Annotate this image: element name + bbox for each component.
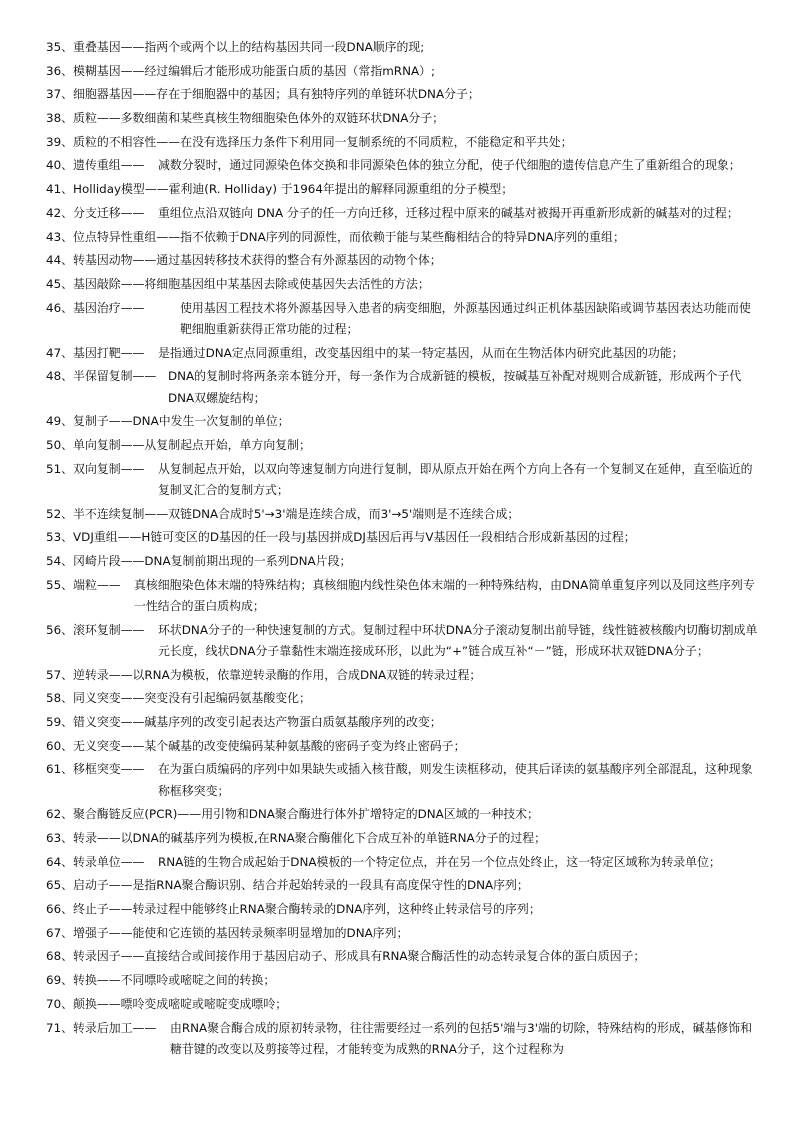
entry-number: 58	[46, 691, 62, 706]
entry-number: 67	[46, 925, 62, 940]
entry-separator: ——	[156, 134, 181, 149]
entry-term: 细胞器基因	[73, 87, 133, 102]
entry-term: 同义突变	[73, 691, 121, 706]
entry-term: 滚环复制	[73, 622, 121, 637]
entry-number: 54	[46, 553, 62, 568]
entry-number: 56	[46, 622, 62, 637]
entry-number: 68	[46, 949, 62, 964]
entry-definition: 碱基序列的改变引起表达产物蛋白质氨基酸序列的改变；	[144, 714, 442, 729]
entry-definition: 直接结合或间接作用于基因启动子、形成具有RNA聚合酶活性的动态转录复合体的蛋白质因子；	[144, 949, 646, 964]
entry-definition: 存在于细胞器中的基因；具有独特序列的单链环状DNA分子；	[156, 87, 480, 102]
entry-term: 终止子	[73, 902, 109, 917]
entry-number: 53	[46, 530, 62, 545]
entry-definition: 重组位点沿双链向 DNA 分子的任一方向迁移，迁移过程中原来的碱基对被揭开再重新形成新的碱基对的过程；	[158, 205, 739, 220]
glossary-entry: 38、质粒——多数细菌和某些真核生物细胞染色体外的双链环状DNA分子；	[46, 111, 445, 126]
glossary-entry: 68、转录因子——直接结合或间接作用于基因启动子、形成具有RNA聚合酶活性的动态转录复合体的蛋白质因子；	[46, 949, 646, 964]
entry-definition: 是指通过DNA定点同源重组，改变基因组中的某一特定基因，从而在生物活体内研究此基因的功能；	[158, 345, 684, 360]
entry-definition: 多数细菌和某些真核生物细胞染色体外的双链环状DNA分子；	[120, 111, 445, 126]
entry-separator: ——	[120, 437, 145, 452]
entry-separator: ——	[120, 714, 145, 729]
glossary-entry: 50、单向复制——从复制起点开始，单方向复制；	[46, 437, 311, 452]
entry-separator: ——	[144, 182, 169, 197]
glossary-entry: 42、分支迁移—— 重组位点沿双链向 DNA 分子的任一方向迁移，迁移过程中原来的碱基对被揭开再重新形成新的碱基对的过程；	[46, 205, 739, 220]
entry-separator: ——	[132, 87, 157, 102]
entry-separator: ——	[108, 414, 133, 429]
entry-definition: 是指RNA聚合酶识别、结合并起始转录的一段具有高度保守性的DNA序列；	[132, 878, 529, 893]
entry-definition: 在为蛋白质编码的序列中如果缺失或插入核苷酸，则发生读框移动，使其后译读的氨基酸序列全部混乱，这种现象称框移突变；	[158, 762, 753, 798]
entry-definition: 指两个或两个以上的结构基因共同一段DNA顺序的现;	[144, 40, 425, 54]
entry-separator: ——	[132, 253, 157, 268]
entry-definition: 在没有选择压力条件下利用同一复制系统的不同质粒，不能稳定和平共处；	[180, 134, 573, 149]
entry-number: 62	[46, 807, 62, 822]
entry-number: 52	[46, 506, 62, 521]
entry-separator: ——	[120, 158, 145, 173]
glossary-entry: 65、启动子——是指RNA聚合酶识别、结合并起始转录的一段具有高度保守性的DNA序列；	[46, 878, 529, 893]
entry-term: 基因治疗	[73, 300, 121, 315]
entry-number: 69	[46, 973, 62, 988]
entry-separator: ——	[96, 111, 121, 126]
entry-term: 半不连续复制	[73, 506, 145, 521]
entry-term: 转录因子	[73, 949, 121, 964]
entry-separator: ——	[120, 276, 145, 291]
glossary-entry: 37、细胞器基因——存在于细胞器中的基因；具有独特序列的单链环状DNA分子；	[46, 87, 480, 102]
entry-number: 49	[46, 414, 62, 429]
entry-definition: 霍利迪(R. Holliday) 于1964年提出的解释同源重组的分子模型；	[168, 182, 514, 197]
entry-separator: ——	[120, 738, 145, 753]
glossary-entry: 60、无义突变——某个碱基的改变使编码某种氨基酸的密码子变为终止密码子；	[46, 738, 466, 753]
glossary-entry: 62、聚合酶链反应(PCR)——用引物和DNA聚合酶进行体外扩增特定的DNA区域的一种技术；	[46, 807, 539, 822]
entry-number: 42	[46, 205, 62, 220]
entry-number: 57	[46, 667, 62, 682]
glossary-entry: 69、转换——不同嘌呤或嘧啶之间的转换；	[46, 973, 276, 988]
entry-number: 70	[46, 996, 62, 1011]
entry-number: 39	[46, 134, 62, 149]
entry-number: 35	[46, 40, 62, 54]
entry-term: 移框突变	[73, 762, 121, 777]
entry-definition: 将细胞基因组中某基因去除或使基因失去活性的方法；	[144, 276, 430, 291]
entry-term: 聚合酶链反应(PCR)	[73, 807, 178, 822]
glossary-entry: 64、转录单位—— RNA链的生物合成起始于DNA模板的一个特定位点，并在另一个位点处终止，这一特定区域称为转录单位；	[46, 854, 721, 869]
entry-number: 37	[46, 87, 62, 102]
glossary-entry: 48、半保留复制—— DNA的复制时将两条亲本链分开，每一条作为合成新链的模板，按碱基互补配对规则合成新链，形成两个子代DNA双螺旋结构；	[46, 369, 742, 405]
entry-term: 错义突变	[73, 714, 121, 729]
entry-number: 65	[46, 878, 62, 893]
entry-separator: ——	[120, 854, 145, 869]
glossary-entry: 59、错义突变——碱基序列的改变引起表达产物蛋白质氨基酸序列的改变；	[46, 714, 442, 729]
entry-number: 71	[46, 1020, 62, 1035]
entry-definition: H链可变区的D基因的任一段与J基因拼成DJ基因后再与V基因任一段相结合形成新基因的过程；	[141, 530, 636, 545]
glossary-entry: 70、颠换——嘌呤变成嘧啶或嘧啶变成嘌呤；	[46, 996, 288, 1011]
entry-definition: 以DNA的碱基序列为模板,在RNA聚合酶催化下合成互补的单链RNA分子的过程；	[120, 831, 547, 846]
entry-term: 复制子	[73, 414, 109, 429]
entry-number: 48	[46, 369, 62, 384]
entry-term: 转录后加工	[73, 1020, 133, 1035]
entry-term: 逆转录	[73, 667, 109, 682]
entry-term: 启动子	[73, 878, 109, 893]
entry-term: 分支迁移	[73, 205, 121, 220]
entry-separator: ——	[120, 691, 145, 706]
entry-number: 64	[46, 854, 62, 869]
glossary-entry: 36、模糊基因——经过编辑后才能形成功能蛋白质的基因（常指mRNA）;	[46, 63, 435, 78]
entry-definition: 突变没有引起编码氨基酸变化；	[144, 691, 311, 706]
entry-separator: ——	[120, 345, 145, 360]
entry-term: 基因敲除	[73, 276, 121, 291]
glossary-entry: 58、同义突变——突变没有引起编码氨基酸变化；	[46, 691, 311, 706]
entry-number: 43	[46, 229, 62, 244]
entry-number: 55	[46, 577, 62, 592]
entry-term: 转录	[73, 831, 97, 846]
glossary-entry: 39、质粒的不相容性——在没有选择压力条件下利用同一复制系统的不同质粒，不能稳定和平共处；	[46, 134, 573, 149]
glossary-entry: 54、冈崎片段——DNA复制前期出现的一系列DNA片段；	[46, 553, 352, 568]
entry-number: 36	[46, 63, 62, 78]
glossary-entry: 40、遗传重组—— 减数分裂时，通过同源染色体交换和非同源染色体的独立分配，使子代细胞的遗传信息产生了重新组合的现象；	[46, 158, 741, 173]
entry-definition: 真核细胞染色体末端的特殊结构；真核细胞内线性染色体末端的一种特殊结构，由DNA简单重复序列以及同这些序列专一性结合的蛋白质构成；	[134, 577, 755, 613]
entry-definition: 指不依赖于DNA序列的同源性，而依赖于能与某些酶相结合的特异DNA序列的重组；	[180, 229, 625, 244]
entry-number: 51	[46, 461, 62, 476]
entry-number: 59	[46, 714, 62, 729]
entry-definition: 经过编辑后才能形成功能蛋白质的基因（常指mRNA）;	[144, 63, 435, 78]
entry-definition: 某个碱基的改变使编码某种氨基酸的密码子变为终止密码子；	[144, 738, 466, 753]
entry-separator: ——	[108, 902, 133, 917]
entry-term: 位点特异性重组	[73, 229, 157, 244]
entry-definition: 转录过程中能够终止RNA聚合酶转录的DNA序列，这种终止转录信号的序列；	[132, 902, 541, 917]
glossary-entry: 43、位点特异性重组——指不依赖于DNA序列的同源性，而依赖于能与某些酶相结合的特异DNA序列的重组；	[46, 229, 625, 244]
entry-number: 44	[46, 253, 62, 268]
entry-separator: ——	[96, 973, 121, 988]
entry-separator: ——	[96, 831, 121, 846]
entry-number: 38	[46, 111, 62, 126]
entry-number: 41	[46, 182, 62, 197]
glossary-entry: 51、双向复制—— 从复制起点开始，以双向等速复制方向进行复制，即从原点开始在两个方向上各有一个复制叉在延伸，直至临近的复制叉汇合的复制方式；	[46, 461, 753, 497]
entry-separator: ——	[108, 925, 133, 940]
entry-number: 66	[46, 902, 62, 917]
glossary-entry: 46、基因治疗—— 使用基因工程技术将外源基因导入患者的病变细胞，外源基因通过纠正机体基因缺陷或调节基因表达功能而使靶细胞重新获得正常功能的过程；	[46, 300, 751, 336]
entry-term: 增强子	[73, 925, 109, 940]
entry-definition: 能使和它连锁的基因转录频率明显增加的DNA序列；	[132, 925, 409, 940]
entry-term: 半保留复制	[73, 369, 133, 384]
entry-term: Holliday模型	[73, 182, 145, 197]
entry-number: 45	[46, 276, 62, 291]
glossary-entry: 67、增强子——能使和它连锁的基因转录频率明显增加的DNA序列；	[46, 925, 409, 940]
entry-separator: ——	[132, 1020, 157, 1035]
entry-number: 60	[46, 738, 62, 753]
entry-term: 质粒	[73, 111, 97, 126]
entry-term: 转录单位	[73, 854, 121, 869]
entry-separator: ——	[117, 530, 142, 545]
entry-term: 转基因动物	[73, 253, 133, 268]
entry-separator: ——	[120, 40, 145, 54]
entry-number: 47	[46, 345, 62, 360]
entry-definition: 环状DNA分子的一种快速复制的方式。复制过程中环状DNA分子滚动复制出前导链，线性链被核酸内切酶切割成单元长度，线状DNA分子靠黏性末端连接成环形，以此为“+”链合成互补“－”链，形成环状双链DNA分子；	[158, 622, 758, 658]
entry-term: 端粒	[73, 577, 97, 592]
glossary-list	[46, 37, 758, 1063]
entry-definition: DNA的复制时将两条亲本链分开，每一条作为合成新链的模板，按碱基互补配对规则合成新链，形成两个子代DNA双螺旋结构；	[168, 369, 742, 405]
entry-separator: ——	[120, 63, 145, 78]
entry-separator: ——	[120, 205, 145, 220]
entry-number: 61	[46, 762, 62, 777]
entry-separator: ——	[132, 369, 157, 384]
entry-separator: ——	[144, 506, 169, 521]
glossary-entry: 61、移框突变—— 在为蛋白质编码的序列中如果缺失或插入核苷酸，则发生读框移动，使其后译读的氨基酸序列全部混乱，这种现象称框移突变；	[46, 762, 753, 798]
entry-definition: 减数分裂时，通过同源染色体交换和非同源染色体的独立分配，使子代细胞的遗传信息产生了重新组合的现象；	[158, 158, 741, 173]
glossary-entry: 56、滚环复制—— 环状DNA分子的一种快速复制的方式。复制过程中环状DNA分子滚动复制出前导链，线性链被核酸内切酶切割成单元长度，线状DNA分子靠黏性末端连接成环形，以此为“+”链合成互补“－”链，形成环状双链DNA分子；	[46, 622, 758, 658]
glossary-entry: 41、Holliday模型——霍利迪(R. Holliday) 于1964年提出的解释同源重组的分子模型；	[46, 182, 514, 197]
entry-definition: 以RNA为模板，依靠逆转录酶的作用，合成DNA双链的转录过程；	[132, 667, 482, 682]
entry-definition: RNA链的生物合成起始于DNA模板的一个特定位点，并在另一个位点处终止，这一特定区域称为转录单位；	[158, 854, 721, 869]
entry-separator: ——	[96, 996, 121, 1011]
glossary-entry: 53、VDJ重组——H链可变区的D基因的任一段与J基因拼成DJ基因后再与V基因任一段相结合形成新基因的过程；	[46, 530, 636, 545]
entry-separator: ——	[120, 553, 145, 568]
glossary-entry: 47、基因打靶—— 是指通过DNA定点同源重组，改变基因组中的某一特定基因，从而在生物活体内研究此基因的功能；	[46, 345, 684, 360]
glossary-entry: 55、端粒—— 真核细胞染色体末端的特殊结构；真核细胞内线性染色体末端的一种特殊结构，由DNA简单重复序列以及同这些序列专一性结合的蛋白质构成；	[46, 577, 755, 613]
glossary-entry: 35、重叠基因——指两个或两个以上的结构基因共同一段DNA顺序的现;	[46, 40, 425, 54]
entry-definition: 嘌呤变成嘧啶或嘧啶变成嘌呤；	[120, 996, 288, 1011]
glossary-entry: 45、基因敲除——将细胞基因组中某基因去除或使基因失去活性的方法；	[46, 276, 430, 291]
entry-separator: ——	[108, 667, 133, 682]
entry-term: 质粒的不相容性	[73, 134, 157, 149]
glossary-entry: 71、转录后加工—— 由RNA聚合酶合成的原初转录物，往往需要经过一系列的包括5'端与3'端的切除，特殊结构的形成，碱基修饰和糖苷键的改变以及剪接等过程，才能转变为成熟的RNA分子，这个过程称为	[46, 1020, 753, 1056]
entry-separator: ——	[108, 878, 133, 893]
entry-definition: 双链DNA合成时5'→3'端是连续合成，而3'→5'端则是不连续合成；	[168, 506, 520, 521]
entry-term: VDJ重组	[73, 530, 118, 545]
entry-separator: ——	[120, 300, 145, 315]
entry-definition: 用引物和DNA聚合酶进行体外扩增特定的DNA区域的一种技术；	[201, 807, 539, 822]
entry-separator: ——	[177, 807, 202, 822]
entry-separator: ——	[120, 762, 145, 777]
entry-definition: 通过基因转移技术获得的整合有外源基因的动物个体；	[156, 253, 442, 268]
entry-term: 重叠基因	[73, 40, 121, 54]
glossary-entry: 52、半不连续复制——双链DNA合成时5'→3'端是连续合成，而3'→5'端则是不连续合成；	[46, 506, 520, 521]
glossary-entry: 63、转录——以DNA的碱基序列为模板,在RNA聚合酶催化下合成互补的单链RNA分子的过程；	[46, 831, 547, 846]
entry-separator: ——	[120, 622, 145, 637]
entry-number: 50	[46, 437, 62, 452]
entry-term: 双向复制	[73, 461, 121, 476]
entry-number: 40	[46, 158, 62, 173]
entry-term: 无义突变	[73, 738, 121, 753]
entry-term: 转换	[73, 973, 97, 988]
entry-definition: 从复制起点开始，单方向复制；	[144, 437, 311, 452]
entry-definition: DNA中发生一次复制的单位；	[132, 414, 290, 429]
glossary-entry: 57、逆转录——以RNA为模板，依靠逆转录酶的作用，合成DNA双链的转录过程；	[46, 667, 482, 682]
entry-separator: ——	[120, 949, 145, 964]
entry-definition: 从复制起点开始，以双向等速复制方向进行复制，即从原点开始在两个方向上各有一个复制叉在延伸，直至临近的复制叉汇合的复制方式；	[158, 461, 753, 497]
entry-term: 冈崎片段	[73, 553, 121, 568]
entry-number: 63	[46, 831, 62, 846]
entry-term: 颠换	[73, 996, 97, 1011]
entry-definition: 由RNA聚合酶合成的原初转录物，往往需要经过一系列的包括5'端与3'端的切除，特殊结构的形成，碱基修饰和糖苷键的改变以及剪接等过程，才能转变为成熟的RNA分子，这个过程称为	[170, 1020, 753, 1056]
entry-definition: 不同嘌呤或嘧啶之间的转换；	[120, 973, 276, 988]
entry-definition: DNA复制前期出现的一系列DNA片段；	[144, 553, 352, 568]
entry-term: 模糊基因	[73, 63, 121, 78]
entry-term: 基因打靶	[73, 345, 121, 360]
glossary-entry: 66、终止子——转录过程中能够终止RNA聚合酶转录的DNA序列，这种终止转录信号的序列；	[46, 902, 541, 917]
entry-number: 46	[46, 300, 62, 315]
entry-separator: ——	[156, 229, 181, 244]
glossary-entry: 49、复制子——DNA中发生一次复制的单位；	[46, 414, 290, 429]
entry-term: 遗传重组	[73, 158, 121, 173]
entry-separator: ——	[120, 461, 145, 476]
entry-term: 单向复制	[73, 437, 121, 452]
entry-definition: 使用基因工程技术将外源基因导入患者的病变细胞，外源基因通过纠正机体基因缺陷或调节基因表达功能而使靶细胞重新获得正常功能的过程；	[180, 300, 751, 336]
entry-separator: ——	[96, 577, 121, 592]
glossary-entry: 44、转基因动物——通过基因转移技术获得的整合有外源基因的动物个体；	[46, 253, 442, 268]
